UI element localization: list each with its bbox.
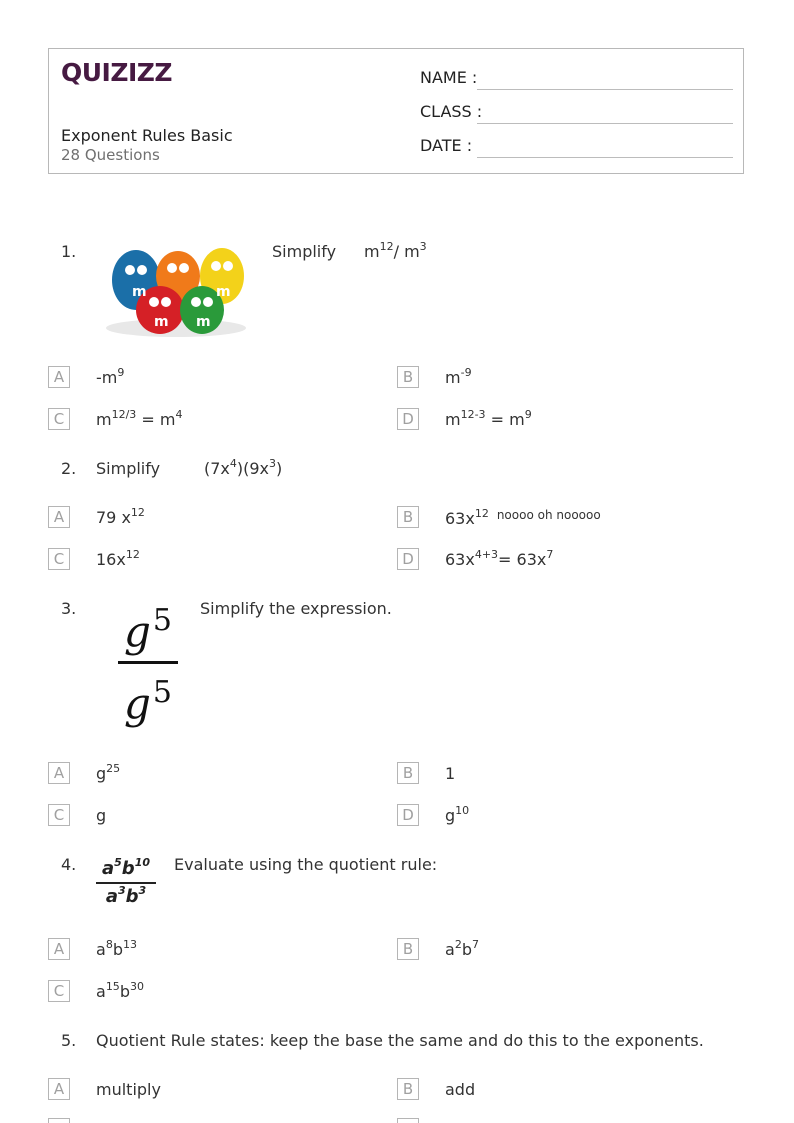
- worksheet-title: Exponent Rules Basic: [61, 126, 233, 145]
- option-letter-b[interactable]: B: [397, 938, 419, 960]
- option-letter-d[interactable]: D: [397, 408, 419, 430]
- fraction-bar: [118, 661, 178, 664]
- option-c[interactable]: $16x^{12}$: [96, 548, 140, 569]
- option-letter-a[interactable]: A: [48, 506, 70, 528]
- option-d[interactable]: $g^{10}$: [445, 804, 470, 825]
- name-label: NAME :: [420, 68, 478, 87]
- quizizz-logo: QUIZIZZ: [61, 58, 173, 87]
- option-a[interactable]: 79 $x^{12}$: [96, 506, 145, 527]
- question-number: 2.: [61, 459, 77, 478]
- name-field[interactable]: [477, 89, 733, 90]
- fraction-image: $a^5b^{10}$ $a^3b^3$: [96, 858, 156, 908]
- fraction-bar: [96, 882, 156, 884]
- option-letter-c[interactable]: C: [48, 804, 70, 826]
- question-expression: $(7x^4)(9x^3)$: [204, 457, 283, 478]
- svg-text:m: m: [196, 314, 211, 330]
- option-c[interactable]: $m^{12/3} = m^4$: [96, 408, 183, 429]
- option-letter-a[interactable]: A: [48, 366, 70, 388]
- question-text: Evaluate using the quotient rule:: [174, 855, 438, 874]
- option-b[interactable]: 1: [445, 764, 456, 783]
- option-a[interactable]: $a^8b^{13}$: [96, 938, 137, 959]
- option-b[interactable]: $m^{-9}$: [445, 366, 472, 387]
- option-letter-a[interactable]: A: [48, 762, 70, 784]
- option-b[interactable]: add: [445, 1080, 476, 1099]
- option-a[interactable]: multiply: [96, 1080, 161, 1099]
- option-letter-b[interactable]: B: [397, 1078, 419, 1100]
- question-count: 28 Questions: [61, 146, 160, 164]
- option-letter-d[interactable]: D: [397, 804, 419, 826]
- option-d[interactable]: $m^{12-3} = m^9$: [445, 408, 532, 429]
- svg-text:m: m: [154, 314, 169, 330]
- question-number: 3.: [61, 599, 77, 618]
- fraction-image: $g^5$ $g^5$: [118, 596, 178, 729]
- option-letter-b[interactable]: B: [397, 506, 419, 528]
- question-text: Simplify the expression.: [200, 599, 392, 618]
- class-field[interactable]: [477, 123, 733, 124]
- option-c[interactable]: g: [96, 806, 107, 825]
- option-letter-partial: [397, 1118, 419, 1123]
- question-text: Simplify: [272, 242, 337, 261]
- question-expression: $m^{12}/$ $m^3$: [364, 240, 427, 261]
- option-letter-c[interactable]: C: [48, 408, 70, 430]
- date-field[interactable]: [477, 157, 733, 158]
- question-text: Quotient Rule states: keep the base the same and do this to the exponents.: [96, 1031, 704, 1050]
- option-letter-d[interactable]: D: [397, 548, 419, 570]
- option-a[interactable]: $-m^9$: [96, 366, 125, 387]
- class-label: CLASS :: [420, 102, 483, 121]
- option-letter-c[interactable]: C: [48, 548, 70, 570]
- option-letter-a[interactable]: A: [48, 1078, 70, 1100]
- question-number: 1.: [61, 242, 77, 261]
- date-label: DATE :: [420, 136, 473, 155]
- option-letter-c[interactable]: C: [48, 980, 70, 1002]
- option-letter-partial: [48, 1118, 70, 1123]
- question-number: 4.: [61, 855, 77, 874]
- svg-text:m: m: [216, 284, 231, 300]
- question-number: 5.: [61, 1031, 77, 1050]
- option-letter-a[interactable]: A: [48, 938, 70, 960]
- option-a[interactable]: $g^{25}$: [96, 762, 121, 783]
- svg-text:m: m: [132, 284, 147, 300]
- option-c[interactable]: $a^{15}b^{30}$: [96, 980, 144, 1001]
- mm-candy-characters-image: [96, 240, 256, 340]
- option-d[interactable]: $63x^{4+3}= 63x^7$: [445, 548, 554, 569]
- option-letter-b[interactable]: B: [397, 762, 419, 784]
- question-text: Simplify: [96, 459, 161, 478]
- option-b[interactable]: $a^2b^7$: [445, 938, 479, 959]
- option-b[interactable]: $63x^{12}$ $^{noooo oh nooooo}$: [445, 507, 601, 528]
- option-letter-b[interactable]: B: [397, 366, 419, 388]
